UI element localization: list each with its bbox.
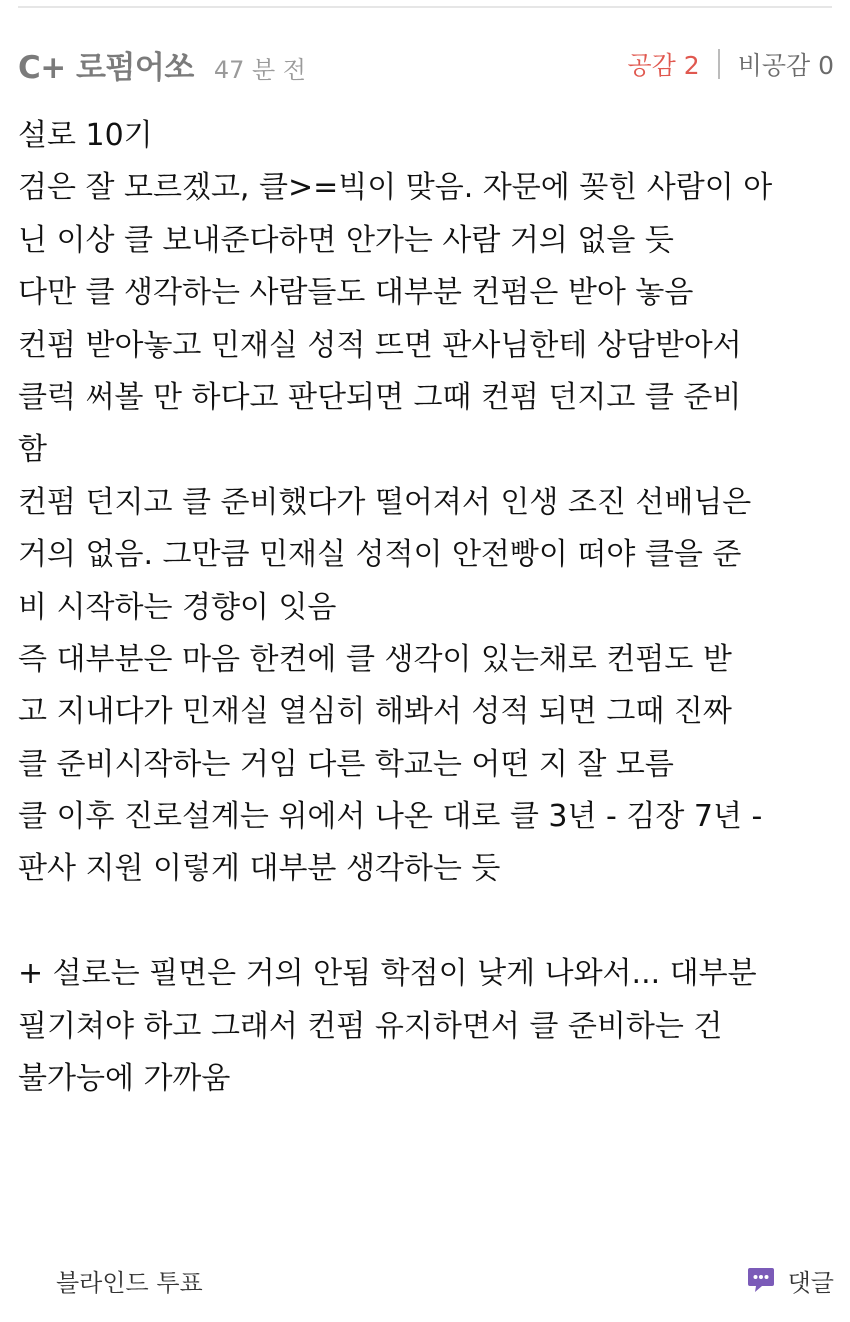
comment-header <box>18 38 834 90</box>
like-button[interactable]: 공감 2 <box>627 51 700 80</box>
speech-bubble-icon <box>746 1265 776 1295</box>
author-name[interactable]: C+ 로펌어쏘 <box>18 49 194 86</box>
body-line: 즉 대부분은 마음 한켠에 클 생각이 있는채로 컨펌도 받 <box>18 641 732 677</box>
body-line: 함 <box>18 432 47 468</box>
blank-line <box>18 896 834 948</box>
body-line: 다만 클 생각하는 사람들도 대부분 컨펌은 받아 놓음 <box>18 275 694 311</box>
body-line: 클 이후 진로설계는 위에서 나온 대로 클 3년 - 김장 7년 - <box>18 799 763 835</box>
comment-label: 댓글 <box>787 1268 834 1297</box>
comment-footer <box>0 1258 850 1302</box>
body-line: 검은 잘 모르겠고, 클>=빅이 맞음. 자문에 꽂힌 사람이 아 <box>18 170 773 206</box>
body-line: 클럭 써볼 만 하다고 판단되면 그때 컨펌 던지고 클 준비 <box>18 379 742 415</box>
dislike-button[interactable]: 비공감 0 <box>737 51 834 80</box>
blind-vote-label: 블라인드 투표 <box>56 1268 203 1297</box>
body-line: 불가능에 가까움 <box>18 1061 231 1097</box>
vote-divider <box>718 49 720 79</box>
comment-body <box>18 110 834 1105</box>
body-line: 거의 없음. 그만큼 민재실 성적이 안전빵이 떠야 클을 준 <box>18 537 742 573</box>
body-line: 고 지내다가 민재실 열심히 해봐서 성적 되면 그때 진짜 <box>18 694 732 730</box>
body-line: 판사 지원 이렇게 대부분 생각하는 듯 <box>18 851 501 887</box>
top-divider <box>18 6 832 8</box>
body-line: 비 시작하는 경향이 잇음 <box>18 589 337 625</box>
body-line: 닌 이상 클 보내준다하면 안가는 사람 거의 없을 듯 <box>18 222 674 258</box>
body-line: 컨펌 받아놓고 민재실 성적 뜨면 판사님한테 상담받아서 <box>18 327 742 363</box>
body-line: + 설로는 필면은 거의 안됨 학점이 낮게 나와서... 대부분 <box>18 956 757 992</box>
body-line: 컨펌 던지고 클 준비했다가 떨어져서 인생 조진 선배님은 <box>18 484 752 520</box>
author-info <box>18 42 306 87</box>
body-line: 설로 10기 <box>18 118 153 153</box>
vote-bar <box>628 46 834 82</box>
post-time: 47 분 전 <box>213 55 306 84</box>
body-line: 필기쳐야 하고 그래서 컨펌 유지하면서 클 준비하는 건 <box>18 1008 723 1044</box>
comment-button[interactable] <box>746 1263 834 1298</box>
body-line: 클 준비시작하는 거임 다른 학교는 어떤 지 잘 모름 <box>18 746 674 782</box>
